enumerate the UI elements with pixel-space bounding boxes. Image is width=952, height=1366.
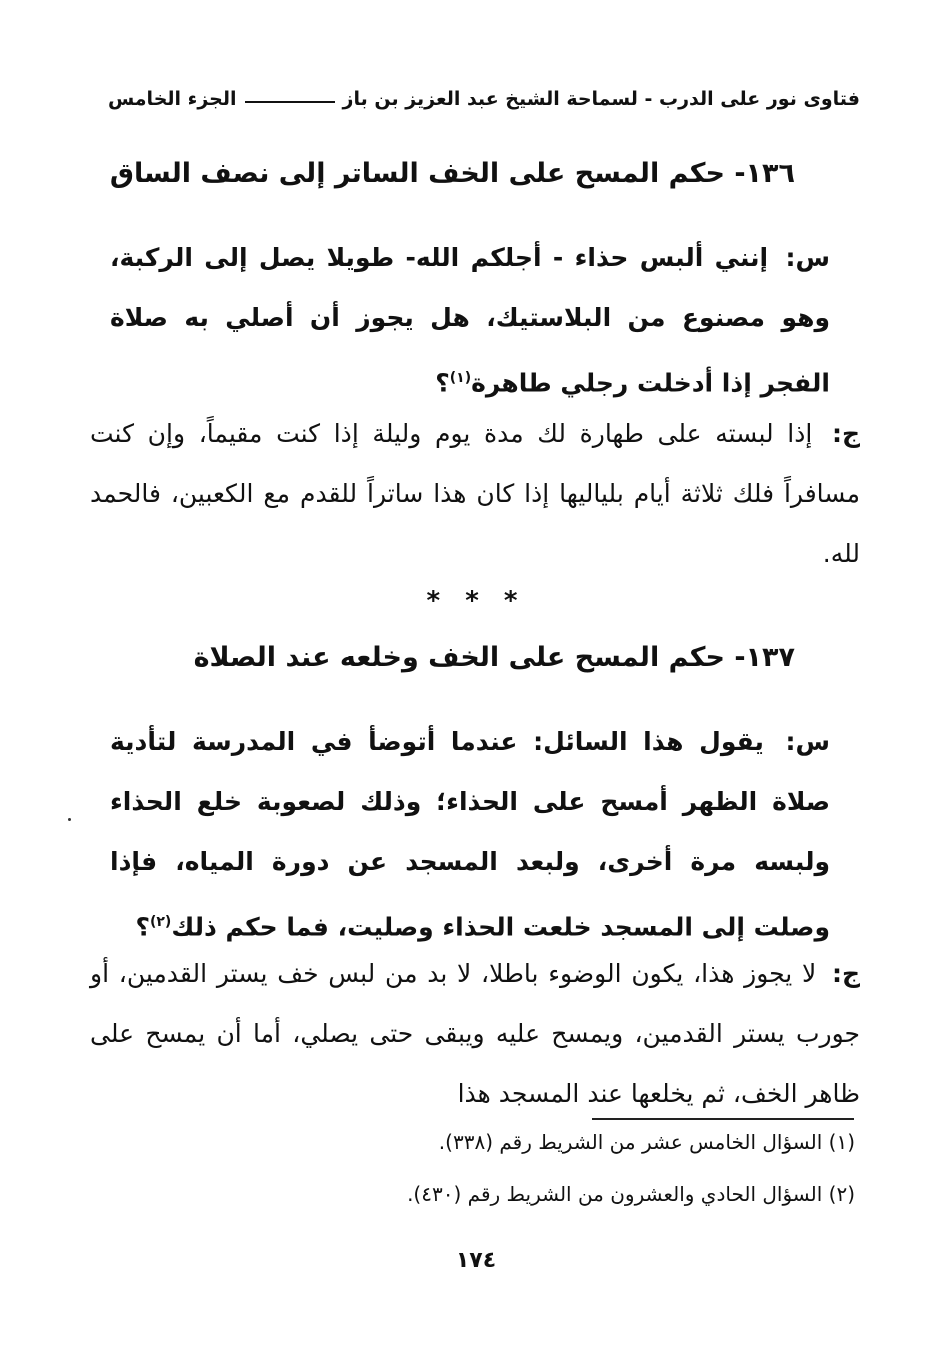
section-separator: * * * [426, 586, 526, 616]
question-137 [110, 712, 830, 957]
footnote-1: (١) السؤال الخامس عشر من الشريط رقم (٣٣٨). [438, 1130, 855, 1154]
question-prefix: س: [785, 243, 830, 272]
footnote-ref: (١) [449, 370, 472, 386]
question-text: يقول هذا السائل: عندما أتوضأ في المدرسة لتأدية صلاة الظهر أمسح على الحذاء؛ وذلك لصعوبة خلع الحذاء ولبسه مرة أخرى، ولبعد المسجد عن دورة المياه، فإذا وصلت إلى المسجد خلعت الحذاء وصليت، فما حكم ذلك [110, 727, 830, 942]
answer-prefix: ج: [831, 419, 860, 448]
answer-136 [90, 404, 860, 584]
footnote-ref: (٢) [149, 914, 172, 930]
running-header [90, 88, 860, 110]
question-text: إنني ألبس حذاء - أجلكم الله- طويلا يصل إلى الركبة، وهو مصنوع من البلاستيك، هل يجوز أن أصلي به صلاة الفجر إذا أدخلت رجلي طاهرة [110, 243, 830, 398]
section-title-137: ١٣٧- حكم المسح على الخف وخلعه عند الصلاة [193, 642, 795, 673]
question-prefix: س: [785, 727, 830, 756]
answer-prefix: ج: [831, 959, 860, 988]
question-136 [110, 228, 830, 413]
section-title-136: ١٣٦- حكم المسح على الخف الساتر إلى نصف الساق [109, 158, 795, 189]
answer-text: لا يجوز هذا، يكون الوضوء باطلا، لا بد من لبس خف يستر القدمين، أو جورب يستر القدمين، ويمسح عليه ويبقى حتى يصلي، أما أن يمسح على ظاهر الخف، ثم يخلعها عند المسجد هذا [90, 959, 860, 1108]
header-rule [245, 101, 335, 103]
question-mark: ؟ [135, 912, 150, 942]
answer-137 [90, 944, 860, 1124]
header-book-title: فتاوى نور على الدرب - لسماحة الشيخ عبد العزيز بن باز [342, 88, 860, 110]
footnote-2: (٢) السؤال الحادي والعشرون من الشريط رقم (٤٣٠). [407, 1182, 855, 1206]
header-volume: الجزء الخامس [107, 88, 237, 110]
question-mark: ؟ [435, 368, 450, 398]
answer-text: إذا لبسته على طهارة لك مدة يوم وليلة إذا كنت مقيماً، وإن كنت مسافراً فلك ثلاثة أيام بلياليها إذا كان هذا ساتراً للقدم مع الكعبين، فالحمد لله. [90, 419, 860, 568]
speck [68, 818, 71, 821]
page-number: ١٧٤ [455, 1248, 497, 1273]
footnote-rule [592, 1118, 854, 1120]
